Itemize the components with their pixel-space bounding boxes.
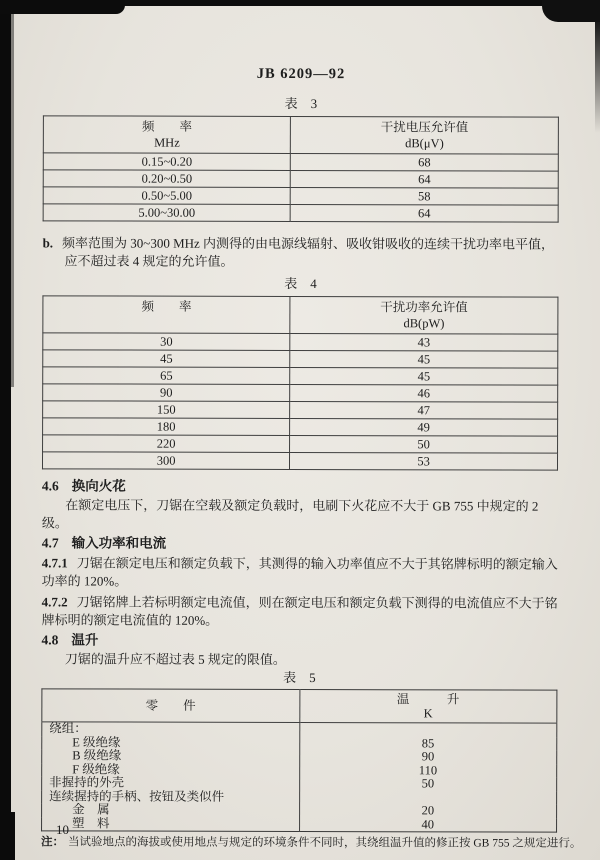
value-cell: 90 — [299, 750, 557, 764]
col-title: 频 率 — [141, 119, 192, 134]
scan-edge-left — [0, 0, 11, 860]
col-unit: dB(μV) — [405, 136, 444, 151]
section-title: 输入功率和电流 — [71, 535, 167, 551]
table3-col-frequency — [43, 116, 290, 154]
freq-cell: 5.00~30.00 — [43, 204, 290, 222]
table-row — [43, 187, 558, 205]
section-4-8-heading — [42, 632, 558, 649]
value-cell: 46 — [290, 384, 558, 402]
paragraph-b-label: b. — [42, 235, 54, 251]
col-title: 频 率 — [141, 299, 192, 314]
section-4-6-body: 在额定电压下，刀锯在空载及额定负载时，电刷下火花应不大于 GB 755 中规定的 2 级。 — [41, 497, 539, 531]
table5-caption: 表 5 — [283, 669, 316, 686]
page-content — [40, 65, 582, 860]
paragraph-b-text: 频率范围为 30~300 MHz 内测得的由电源线辐射、吸收钳吸收的连续干扰功率电平值，应不超过表 4 规定的允许值。 — [62, 235, 555, 269]
table-row — [43, 367, 558, 385]
freq-cell: 30 — [43, 333, 290, 351]
col-title: 温 升 — [396, 692, 460, 707]
part-cell: E 级绝缘 — [72, 734, 121, 750]
paragraph-b — [43, 234, 559, 271]
value-cell: 58 — [290, 187, 558, 205]
page-number: 10 — [56, 822, 69, 837]
part-cell: 非握持的外壳 — [49, 775, 125, 790]
part-cell: 连续握持的手柄、按钮及类似件 — [49, 788, 225, 804]
table5 — [41, 688, 557, 832]
section-title: 换向火花 — [71, 478, 126, 494]
section-4-8-body: 刀锯的温升应不超过表 5 规定的限值。 — [64, 651, 286, 667]
value-cell: 45 — [290, 350, 558, 368]
table-row — [43, 333, 558, 351]
scan-corner-bottom-left — [0, 812, 15, 860]
table-row — [43, 204, 558, 222]
table-row — [43, 435, 558, 453]
freq-cell: 45 — [43, 350, 290, 368]
col-unit — [43, 314, 289, 331]
section-4-7-2 — [42, 593, 558, 630]
table-row — [43, 170, 558, 188]
freq-cell: 90 — [43, 384, 290, 402]
table-row — [43, 418, 558, 436]
freq-cell: 0.20~0.50 — [43, 170, 290, 188]
doc-number: JB 6209—92 — [256, 65, 346, 83]
value-cell: 45 — [290, 367, 558, 385]
freq-cell: 0.15~0.20 — [43, 153, 290, 171]
col-unit: MHz — [154, 135, 180, 150]
table5-col-temperature-rise — [299, 689, 557, 723]
section-number: 4.6 — [41, 478, 59, 494]
table4-col-frequency — [43, 296, 290, 334]
freq-cell: 300 — [42, 452, 289, 470]
table5-col-part: 零 件 — [42, 689, 300, 723]
table-row — [43, 153, 558, 171]
value-cell: 40 — [299, 817, 557, 832]
value-cell: 64 — [290, 204, 558, 222]
scan-edge-left-shadow — [11, 0, 14, 387]
table4-header-row — [43, 296, 558, 334]
part-cell: B 级绝缘 — [72, 748, 122, 763]
table5-header-row — [42, 689, 557, 723]
value-cell: 50 — [290, 435, 558, 453]
scan-edge-right-streak — [595, 18, 600, 133]
table-row — [43, 401, 558, 419]
section-4-6-heading — [42, 478, 558, 495]
clause-text: 刀锯铭牌上若标明额定电流值，则在额定电压和额定负载下测得的电流值应不大于铭牌标明的额定电流值的 120%。 — [41, 594, 558, 628]
table4 — [42, 295, 558, 470]
table-row — [42, 817, 557, 832]
table3 — [43, 115, 559, 222]
section-number: 4.7 — [41, 535, 59, 551]
table-row — [43, 384, 558, 402]
col-title: 干扰电压允许值 — [380, 120, 469, 135]
table-row — [43, 350, 558, 368]
value-cell: 47 — [290, 401, 558, 419]
clause-number: 4.7.1 — [41, 555, 68, 571]
freq-cell: 65 — [43, 367, 290, 385]
section-4-7-heading — [42, 535, 558, 552]
section-title: 温升 — [71, 632, 99, 648]
freq-cell: 150 — [43, 401, 290, 419]
freq-cell: 0.50~5.00 — [43, 187, 290, 205]
table-row — [42, 452, 557, 470]
value-cell: 64 — [290, 170, 558, 188]
table3-col-voltage-limit — [290, 116, 558, 154]
table-row — [42, 790, 557, 805]
value-cell: 110 — [299, 763, 557, 777]
value-cell — [299, 722, 557, 737]
clause-number: 4.7.2 — [41, 594, 68, 610]
footnote-label: 注： — [40, 836, 65, 849]
col-unit: K — [423, 706, 433, 721]
value-cell: 53 — [290, 452, 558, 470]
value-cell: 43 — [290, 333, 558, 351]
table4-caption: 表 4 — [284, 275, 317, 292]
table3-header-row — [43, 116, 558, 154]
col-title: 干扰功率允许值 — [380, 300, 468, 315]
value-cell: 20 — [299, 804, 557, 818]
table-row — [42, 803, 557, 818]
value-cell: 49 — [290, 418, 558, 436]
scan-corner-top-right — [542, 0, 600, 22]
part-cell: 塑 料 — [72, 815, 110, 831]
freq-cell: 220 — [43, 435, 290, 453]
table3-caption: 表 3 — [284, 95, 318, 112]
value-cell: 85 — [299, 736, 557, 750]
scan-corner-top-left — [0, 0, 125, 14]
footnote-text: 当试验地点的海拔或使用地点与规定的环境条件不同时，其绕组温升值的修正按 GB 755 之规定进行。 — [67, 836, 582, 850]
col-unit: dB(pW) — [403, 316, 445, 331]
value-cell: 68 — [290, 153, 558, 171]
value-cell: 50 — [299, 777, 557, 791]
section-number: 4.8 — [41, 632, 59, 648]
clause-text: 刀锯在额定电压和额定负载下，其测得的输入功率值应不大于其铭牌标明的额定输入功率的 120%。 — [41, 555, 558, 589]
part-cell: 绕组： — [49, 721, 87, 736]
footnote — [40, 835, 582, 850]
section-4-7-1 — [42, 554, 558, 591]
table4-col-power-limit — [290, 296, 558, 334]
part-cell: F 级绝缘 — [72, 761, 120, 777]
part-cell: 金 属 — [72, 802, 110, 817]
freq-cell: 180 — [43, 418, 290, 436]
